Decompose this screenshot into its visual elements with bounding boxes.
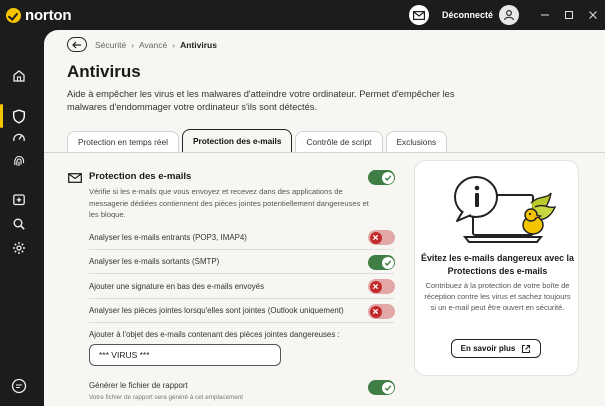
page-description: Aide à empêcher les virus et les malwares d'atteindre votre ordinateur. Permet d'empêcher les malwares d'endommager votre ordinateur s'ils sont détectés. [67,89,455,112]
gear-icon [12,241,26,255]
back-button[interactable] [67,37,87,52]
option-label: Analyser les e-mails entrants (POP3, IMAP4) [89,233,247,242]
sidebar-item-home[interactable] [10,67,28,85]
external-link-icon [521,344,531,354]
subject-tag-label: Ajouter à l'objet des e-mails contenant des pièces jointes dangereuses : [89,330,340,339]
option-row-attachments [89,299,394,323]
close-button[interactable] [581,0,605,30]
fingerprint-icon [12,154,26,168]
close-icon [588,10,598,20]
outgoing-scan-toggle[interactable] [368,255,395,270]
tab-exclusions[interactable]: Exclusions [386,131,448,152]
chevron-right-icon: › [172,39,176,50]
page-title: Antivirus [67,62,141,81]
breadcrumb-advanced[interactable]: Avancé [139,39,168,50]
arrow-left-icon [72,41,82,49]
report-label: Générer le fichier de rapport [89,381,188,390]
account-button[interactable] [499,5,519,25]
sidebar-item-add[interactable] [10,190,28,208]
option-row-incoming [89,226,394,250]
x-icon [372,234,379,241]
toggle-knob [370,232,382,244]
tab-realtime-protection[interactable]: Protection en temps réel [67,131,179,152]
tab-email-protection[interactable]: Protection des e-mails [182,129,293,152]
account-status[interactable]: Déconnecté [441,10,493,20]
home-icon [12,69,26,83]
add-box-icon [12,192,26,206]
main-panel [44,30,605,406]
mail-icon [413,11,425,20]
toggle-knob [370,281,382,293]
x-icon [372,283,379,290]
x-icon [372,308,379,315]
chat-icon [11,378,27,394]
promo-title: Évitez les e-mails dangereux avec la Protections des e-mails [421,253,574,276]
user-icon [503,9,515,21]
option-label: Analyser les e-mails sortants (SMTP) [89,257,220,266]
minimize-icon [540,10,550,20]
promo-body: Contribuez à la protection de votre boîte de réception contre les virus et sachez toujours si un e-mail peut être ouvert en sécurité. [424,281,571,313]
promo-card [414,160,579,376]
email-protection-description: Vérifie si les e-mails que vous envoyez et recevez dans des applications de messagerie dédiées contiennent des pièces jointes potentiellement dangereuses et les bloque. [89,187,369,219]
speedometer-icon [12,131,26,145]
report-toggle[interactable] [368,380,395,395]
check-icon [384,259,392,267]
toggle-knob [382,172,394,184]
tabs-divider [44,152,605,153]
norton-logo [6,7,71,24]
breadcrumb-security[interactable]: Sécurité [95,39,127,50]
report-sublabel: Votre fichier de rapport sera généré à cet emplacement [89,394,244,401]
tab-bar [67,131,447,152]
sidebar-item-search[interactable] [10,215,28,233]
title-bar [0,0,605,30]
learn-more-button[interactable] [451,339,541,358]
incoming-scan-toggle[interactable] [368,230,395,245]
attachments-scan-toggle[interactable] [368,304,395,319]
learn-more-label: En savoir plus [460,344,516,353]
email-protection-title: Protection des e-mails [89,171,192,182]
minimize-button[interactable] [533,0,557,30]
sidebar-item-settings[interactable] [10,239,28,257]
app-name: norton [25,6,72,24]
toggle-knob [382,257,394,269]
shield-icon [12,109,26,124]
sidebar-item-security[interactable] [10,107,28,125]
envelope-icon [68,173,82,183]
sidebar-item-feedback[interactable] [10,377,28,395]
breadcrumb [67,37,217,52]
norton-check-icon [6,8,21,23]
tab-script-control[interactable]: Contrôle de script [295,131,382,152]
sidebar [0,30,38,406]
messages-button[interactable] [409,5,429,25]
check-icon [384,384,392,392]
option-label: Ajouter une signature en bas des e-mails envoyés [89,282,265,291]
breadcrumb-antivirus: Antivirus [180,39,217,50]
sidebar-item-performance[interactable] [10,129,28,147]
laptop-info-illustration [435,173,560,251]
toggle-knob [382,382,394,394]
check-icon [384,174,392,182]
chevron-right-icon: › [131,39,135,50]
maximize-button[interactable] [557,0,581,30]
option-label: Analyser les pièces jointes lorsqu'elles sont jointes (Outlook uniquement) [89,306,344,315]
signature-toggle[interactable] [368,279,395,294]
option-row-signature [89,275,394,299]
maximize-icon [564,10,574,20]
option-row-outgoing [89,250,394,274]
subject-tag-input[interactable] [89,344,281,366]
search-icon [12,217,26,231]
toggle-knob [370,306,382,318]
email-protection-toggle[interactable] [368,170,395,185]
sidebar-item-identity[interactable] [10,152,28,170]
sidebar-active-indicator [0,104,3,128]
